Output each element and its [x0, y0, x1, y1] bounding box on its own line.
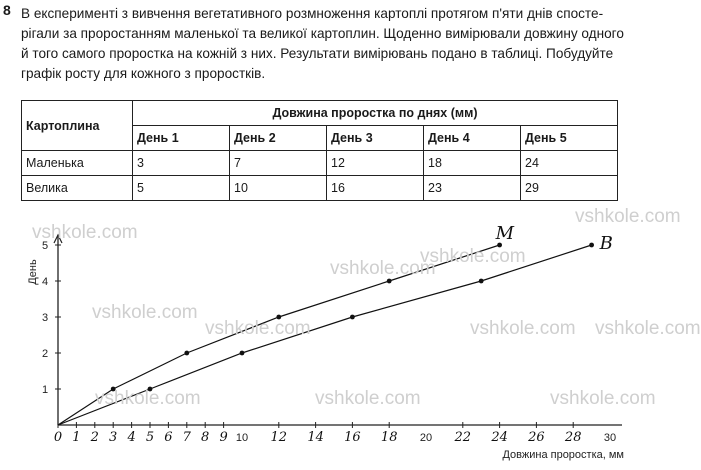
- x-handwritten-label: 14: [307, 430, 324, 445]
- watermark: vshkole.com: [470, 318, 576, 339]
- table-cell: 18: [424, 151, 521, 176]
- x-handwritten-label: 7: [182, 430, 191, 445]
- paragraph-line: рігали за проростанням маленької та великої картоплин. Щоденно вимірювали довжину одного: [21, 26, 624, 41]
- table-cell: 23: [424, 176, 521, 201]
- watermark: vshkole.com: [92, 302, 198, 323]
- day-header: День 3: [327, 126, 424, 151]
- data-point: [350, 315, 355, 320]
- x-handwritten-label: 5: [145, 430, 155, 445]
- measurement-table: [21, 100, 618, 201]
- watermark: vshkole.com: [315, 388, 421, 409]
- watermark: vshkole.com: [95, 388, 201, 409]
- y-tick-label: 2: [42, 348, 49, 360]
- y-tick-label: 4: [42, 276, 49, 288]
- table-row: [22, 151, 618, 176]
- day-header: День 1: [133, 126, 230, 151]
- x-handwritten-label: 9: [219, 430, 228, 445]
- series-label: В: [599, 233, 613, 254]
- x-handwritten-label: 12: [270, 430, 288, 445]
- paragraph-line: й того самого проростка на кожній з них. Результати вимірювань подано в таблиці. Побудуйте: [21, 46, 614, 61]
- x-handwritten-label: 4: [127, 430, 136, 445]
- x-handwritten-label: 24: [491, 430, 508, 445]
- task-number: 8: [3, 2, 11, 18]
- y-tick-label: 1: [42, 384, 49, 396]
- x-handwritten-label: 28: [564, 430, 582, 445]
- x-handwritten-label: 2: [90, 430, 99, 445]
- x-tick-label: 20: [419, 432, 433, 444]
- table-cell: 5: [133, 176, 230, 201]
- row-header: Картоплина: [22, 101, 133, 151]
- group-header: Довжина проростка по днях (мм): [133, 101, 618, 126]
- table-cell: 3: [133, 151, 230, 176]
- paragraph-line: В експерименті з вивчення вегетативного розмноження картоплі протягом п'яти днів спосте-: [21, 6, 604, 21]
- x-handwritten-label: 22: [454, 430, 472, 445]
- data-point: [184, 351, 189, 356]
- x-handwritten-label: 3: [109, 430, 118, 445]
- watermark: vshkole.com: [575, 206, 681, 227]
- table-row: [22, 176, 618, 201]
- x-tick-label: 30: [603, 432, 617, 444]
- day-header: День 4: [424, 126, 521, 151]
- y-axis-label: День: [27, 259, 39, 285]
- x-handwritten-label: 26: [528, 430, 545, 445]
- x-axis-label: Довжина проростка, мм: [502, 449, 624, 461]
- task-paragraph: [21, 4, 671, 84]
- data-point: [479, 279, 484, 284]
- x-handwritten-label: 6: [164, 430, 173, 445]
- watermark: vshkole.com: [205, 318, 311, 339]
- table-cell: 10: [230, 176, 327, 201]
- series-label: М: [495, 223, 515, 244]
- data-point: [589, 243, 594, 248]
- table-cell: 29: [521, 176, 618, 201]
- table-cell: 12: [327, 151, 424, 176]
- row-name: Маленька: [22, 151, 133, 176]
- table-cell: 16: [327, 176, 424, 201]
- table-cell: 7: [230, 151, 327, 176]
- y-tick-label: 3: [42, 312, 49, 324]
- table-cell: 24: [521, 151, 618, 176]
- watermark: vshkole.com: [550, 388, 656, 409]
- row-name: Велика: [22, 176, 133, 201]
- watermark: vshkole.com: [420, 246, 526, 267]
- data-point: [240, 351, 245, 356]
- day-header: День 5: [521, 126, 618, 151]
- paragraph-line: графік росту для кожного з проростків.: [21, 66, 266, 81]
- growth-chart: [0, 210, 674, 470]
- x-handwritten-label: 16: [344, 430, 361, 445]
- watermark: vshkole.com: [330, 258, 436, 279]
- day-header: День 2: [230, 126, 327, 151]
- x-handwritten-label: 0: [53, 430, 63, 445]
- watermark: vshkole.com: [32, 222, 138, 243]
- x-handwritten-label: 8: [201, 430, 210, 445]
- x-handwritten-label: 18: [380, 430, 398, 445]
- y-tick-label: 5: [42, 240, 49, 252]
- x-handwritten-label: 1: [72, 430, 81, 445]
- x-tick-label: 10: [235, 432, 249, 444]
- watermark: vshkole.com: [595, 318, 701, 339]
